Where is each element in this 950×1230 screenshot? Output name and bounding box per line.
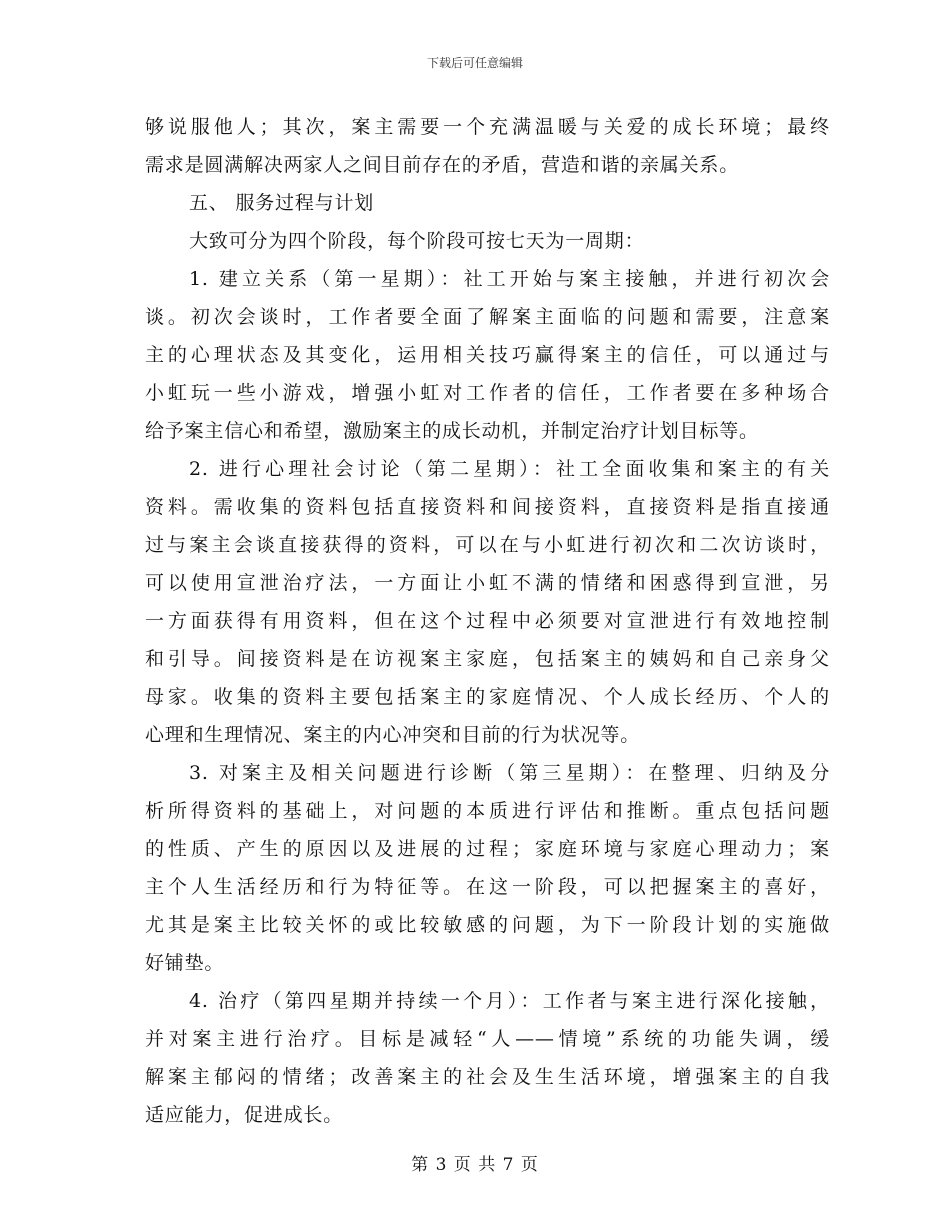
text-line: 析所得资料的基础上，对问题的本质进行评估和推断。重点包括问题 <box>145 800 830 822</box>
page-header: 下载后可任意编辑 <box>426 56 523 70</box>
text-line: 过与案主会谈直接获得的资料，可以在与小虹进行初次和二次访谈时， <box>145 534 830 556</box>
page-number: 第 3 页 共 7 页 <box>411 1155 539 1175</box>
text-line: 尤其是案主比较关怀的或比较敏感的问题，为下一阶段计划的实施做 <box>145 914 830 936</box>
text-line: 解案主郁闷的情绪；改善案主的社会及生生活环境，增强案主的自我 <box>145 1066 830 1088</box>
text-line: 的性质、产生的原因以及进展的过程；家庭环境与家庭心理动力；案 <box>145 838 830 860</box>
section-heading: 五、 服务过程与计划 <box>189 192 375 214</box>
text-line: 和引导。间接资料是在访视案主家庭，包括案主的姨妈和自己亲身父 <box>145 648 830 670</box>
text-line: 大致可分为四个阶段，每个阶段可按七天为一周期： <box>189 230 645 252</box>
text-line: 心理和生理情况、案主的内心冲突和目前的行为状况等。 <box>145 724 641 746</box>
text-line: 谈。初次会谈时，工作者要全面了解案主面临的问题和需要，注意案 <box>145 306 830 328</box>
text-line: 给予案主信心和希望，激励案主的成长动机，并制定治疗计划目标等。 <box>145 420 759 442</box>
text-line: 需求是圆满解决两家人之间目前存在的矛盾，营造和谐的亲属关系。 <box>145 154 740 176</box>
text-line: 小虹玩一些小游戏，增强小虹对工作者的信任，工作者要在多种场合 <box>145 382 830 404</box>
text-line: 可以使用宣泄治疗法，一方面让小虹不满的情绪和困惑得到宣泄，另 <box>145 572 830 594</box>
text-line: 母家。收集的资料主要包括案主的家庭情况、个人成长经历、个人的 <box>145 686 830 708</box>
text-line: 2. 进行心理社会讨论（第二星期）：社工全面收集和案主的有关 <box>189 458 830 480</box>
text-line: 3. 对案主及相关问题进行诊断（第三星期）：在整理、归纳及分 <box>189 762 830 784</box>
body-text <box>145 108 830 1134</box>
text-line: 主个人生活经历和行为特征等。在这一阶段，可以把握案主的喜好， <box>145 876 830 898</box>
text-line: 好铺垫。 <box>145 952 225 974</box>
text-line: 并对案主进行治疗。目标是减轻“人——情境”系统的功能失调，缓 <box>145 1028 830 1050</box>
text-line: 一方面获得有用资料，但在这个过程中必须要对宣泄进行有效地控制 <box>145 610 830 632</box>
text-line: 4. 治疗（第四星期并持续一个月）：工作者与案主进行深化接触， <box>189 990 830 1012</box>
text-line: 资料。需收集的资料包括直接资料和间接资料，直接资料是指直接通 <box>145 496 830 518</box>
text-line: 适应能力，促进成长。 <box>145 1104 344 1126</box>
text-line: 主的心理状态及其变化，运用相关技巧赢得案主的信任，可以通过与 <box>145 344 830 366</box>
text-line: 够说服他人；其次，案主需要一个充满温暖与关爱的成长环境；最终 <box>145 116 830 138</box>
text-line: 1. 建立关系（第一星期）：社工开始与案主接触，并进行初次会 <box>189 268 830 290</box>
